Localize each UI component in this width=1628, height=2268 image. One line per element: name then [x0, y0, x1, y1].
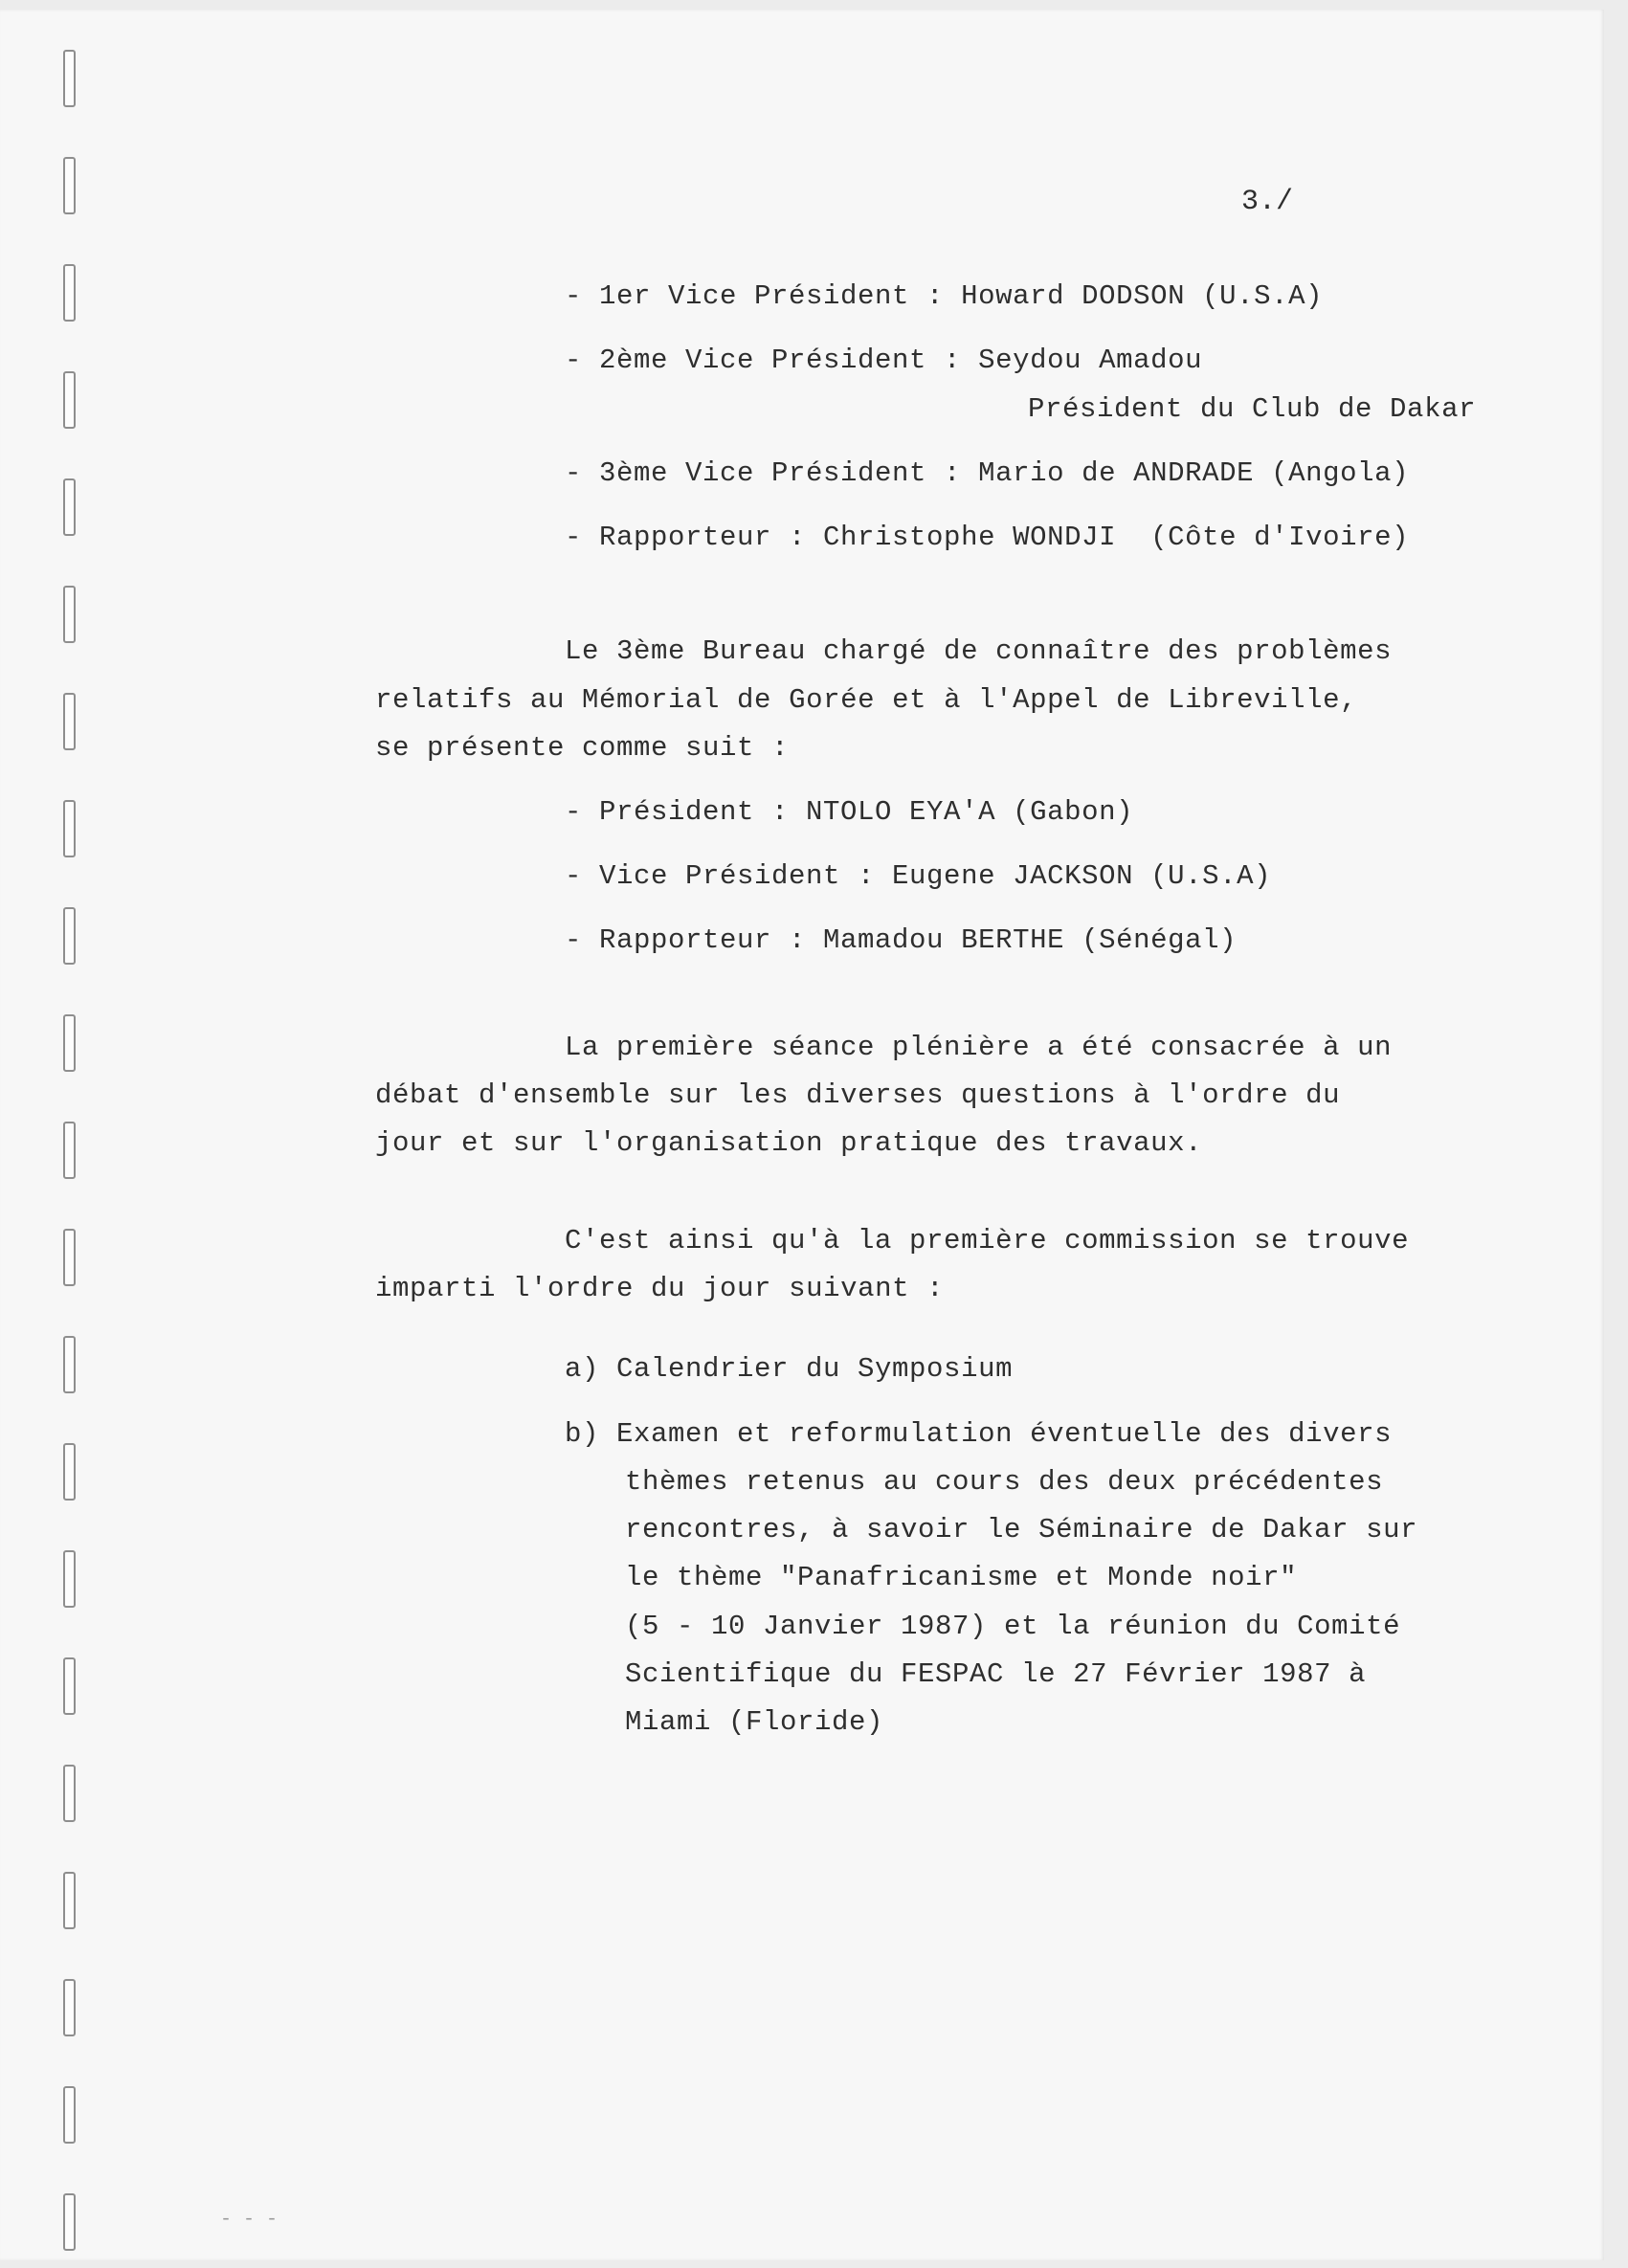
- agenda-item-b: b) Examen et reformulation éventuelle des divers: [565, 1418, 1393, 1450]
- agenda-item-b-line-7: Miami (Floride): [625, 1706, 884, 1738]
- agenda-item-b-line-5: (5 - 10 Janvier 1987) et la réunion du Comité: [625, 1611, 1401, 1642]
- binding-hole: [63, 1657, 76, 1715]
- binding-hole: [63, 1014, 76, 1072]
- binding-hole: [63, 2193, 76, 2251]
- para-seance-line-2: débat d'ensemble sur les diverses questions à l'ordre du: [375, 1079, 1341, 1111]
- binding-hole: [63, 800, 76, 857]
- bureau3-line-3: - Rapporteur : Mamadou BERTHE (Sénégal): [565, 924, 1238, 956]
- binding-hole: [63, 371, 76, 429]
- para-commission-line-1: C'est ainsi qu'à la première commission se trouve: [565, 1225, 1410, 1256]
- agenda-item-b-line-3: rencontres, à savoir le Séminaire de Dakar sur: [625, 1514, 1418, 1545]
- agenda-item-a: a) Calendrier du Symposium: [565, 1353, 1014, 1385]
- binding-hole: [63, 907, 76, 965]
- para-seance-line-3: jour et sur l'organisation pratique des travaux.: [375, 1127, 1203, 1159]
- document-page: [0, 10, 1604, 2260]
- binding-hole: [63, 1765, 76, 1822]
- para-bureau3-line-3: se présente comme suit :: [375, 732, 790, 764]
- page-number: 3./: [1241, 186, 1294, 218]
- binding-hole: [63, 1336, 76, 1393]
- bureau2-line-2: - 2ème Vice Président : Seydou Amadou: [565, 345, 1203, 376]
- binding-hole: [63, 478, 76, 536]
- bureau2-line-4: - Rapporteur : Christophe WONDJI (Côte d'Ivoire): [565, 522, 1410, 553]
- binding-hole: [63, 264, 76, 322]
- agenda-item-b-line-6: Scientifique du FESPAC le 27 Février 1987 à: [625, 1658, 1367, 1690]
- bureau2-line-1: - 1er Vice Président : Howard DODSON (U.S.A): [565, 280, 1324, 312]
- bureau2-line-3: - 3ème Vice Président : Mario de ANDRADE (Angola): [565, 457, 1410, 489]
- para-bureau3-line-2: relatifs au Mémorial de Gorée et à l'Appel de Libreville,: [375, 684, 1358, 716]
- binding-hole: [63, 157, 76, 214]
- binding-hole: [63, 586, 76, 643]
- bureau3-line-1: - Président : NTOLO EYA'A (Gabon): [565, 796, 1134, 828]
- binding-hole: [63, 50, 76, 107]
- binding-hole: [63, 1443, 76, 1501]
- agenda-item-b-line-4: le thème "Panafricanisme et Monde noir": [625, 1562, 1298, 1593]
- binding-hole: [63, 1979, 76, 2036]
- para-commission-line-2: imparti l'ordre du jour suivant :: [375, 1273, 945, 1304]
- bureau3-line-2: - Vice Président : Eugene JACKSON (U.S.A): [565, 860, 1272, 892]
- bureau2-line-2-cont: Président du Club de Dakar: [1028, 393, 1477, 425]
- para-bureau3-line-1: Le 3ème Bureau chargé de connaître des problèmes: [565, 635, 1393, 667]
- para-seance-line-1: La première séance plénière a été consacrée à un: [565, 1032, 1393, 1063]
- binding-hole: [63, 1872, 76, 1929]
- binding-hole: [63, 1229, 76, 1286]
- binding-hole: [63, 1122, 76, 1179]
- agenda-item-b-line-2: thèmes retenus au cours des deux précédentes: [625, 1466, 1384, 1498]
- binding-holes: [63, 29, 92, 2258]
- footer-marks: - - -: [220, 2209, 279, 2231]
- binding-hole: [63, 2086, 76, 2144]
- binding-hole: [63, 693, 76, 750]
- binding-hole: [63, 1550, 76, 1608]
